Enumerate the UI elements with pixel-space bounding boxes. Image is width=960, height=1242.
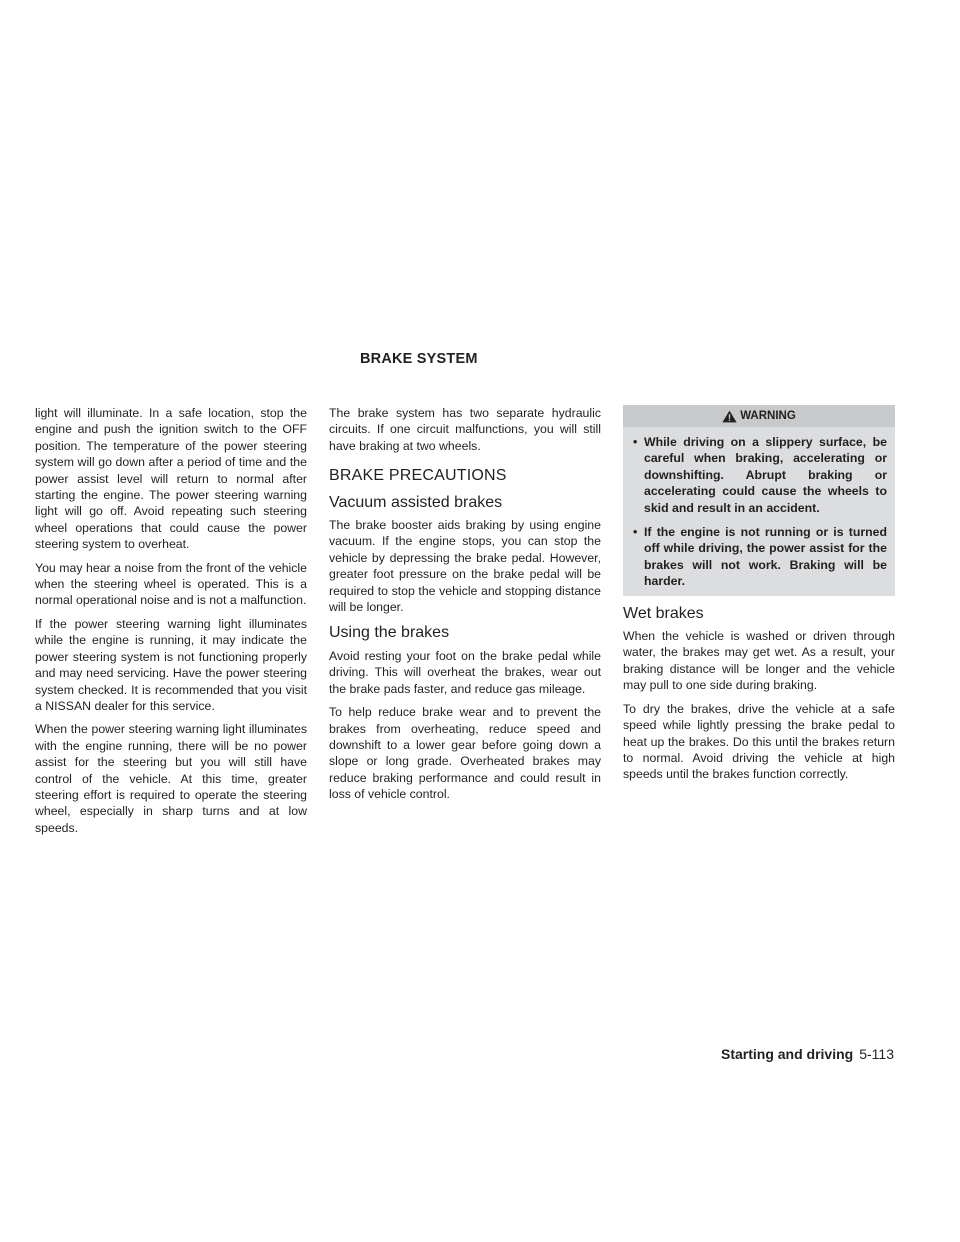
column-left [35, 405, 307, 843]
warning-item-text: While driving on a slippery surface, be careful when braking, accelerating or downshifting. Abrupt braking or accelerating could cause the wheels to skid and result in an accident. [644, 435, 887, 515]
warning-list [623, 427, 895, 596]
paragraph-vacuum: The brake booster aids braking by using engine vacuum. If the engine stops, you can stop the vehicle by depressing the brake pedal. However, greater foot pressure on the brake pedal will be required to stop the vehicle and stopping distance will be longer. [329, 518, 601, 615]
page-footer [721, 1046, 894, 1062]
warning-item [633, 434, 887, 516]
column-right [623, 405, 895, 790]
warning-title: WARNING [740, 409, 796, 422]
paragraph-overheat: light will illuminate. In a safe location, stop the engine and push the ignition switch to the OFF position. The temperature of the power steering system will go down after a period of time and the power assist level will return to normal after starting the engine. The power steering warning light will go off. Avoid repeating such steering wheel operations that could cause the power steering system to overheat. [35, 406, 307, 552]
bullet: • [633, 525, 638, 540]
column-middle [329, 405, 601, 810]
paragraph-warning-light: If the power steering warning light illuminates while the engine is running, it may indicate the power steering system is not functioning properly and may need servicing. Have the power steering system checked. It is recommended that you visit a NISSAN dealer for this service. [35, 616, 307, 713]
paragraph-noise: You may hear a noise from the front of the vehicle when the steering wheel is operated. This is a normal operational noise and is not a malfunction. [35, 560, 307, 608]
paragraph-brake-intro: The brake system has two separate hydraulic circuits. If one circuit malfunctions, you will still have braking at two wheels. [329, 406, 601, 453]
warning-header [623, 405, 895, 427]
paragraph-no-power-assist: When the power steering warning light illuminates with the engine running, there will be no power assist for the steering but you will still have control of the vehicle. At this time, greater steering effort is required to operate the steering wheel, especially in sharp turns and at low speeds. [35, 722, 307, 835]
heading-using-the-brakes: Using the brakes [329, 624, 450, 642]
section-title: BRAKE SYSTEM [360, 351, 478, 367]
heading-vacuum-assisted-brakes: Vacuum assisted brakes [329, 493, 503, 511]
paragraph-wet-1: When the vehicle is washed or driven through water, the brakes may get wet. As a result, your braking distance will be longer and the vehicle may pull to one side during braking. [623, 629, 895, 693]
heading-brake-precautions: BRAKE PRECAUTIONS [329, 467, 507, 485]
warning-triangle-icon [722, 410, 737, 423]
bullet: • [633, 435, 638, 449]
paragraph-wet-2: To dry the brakes, drive the vehicle at a safe speed while lightly pressing the brake pedal to heat up the brakes. Do this until the brakes return to normal. Avoid driving the vehicle at high speeds until the brakes function correctly. [623, 701, 895, 782]
paragraph-using-1: Avoid resting your foot on the brake pedal while driving. This will overheat the brakes, wear out the brake pads faster, and reduce gas mileage. [329, 648, 601, 696]
warning-item [633, 524, 887, 590]
heading-wet-brakes: Wet brakes [623, 604, 704, 622]
paragraph-using-2: To help reduce brake wear and to prevent the brakes from overheating, reduce speed and downshift to a lower gear before going down a slope or long grade. Overheated brakes may reduce braking performance and could result in loss of vehicle control. [329, 705, 601, 802]
warning-box [623, 405, 895, 596]
footer-chapter: Starting and driving [720, 1046, 854, 1062]
page-number: 5-113 [859, 1046, 894, 1062]
warning-item-text: If the engine is not running or is turned off while driving, the power assist for the brakes will not work. Braking will be harder. [644, 525, 887, 589]
